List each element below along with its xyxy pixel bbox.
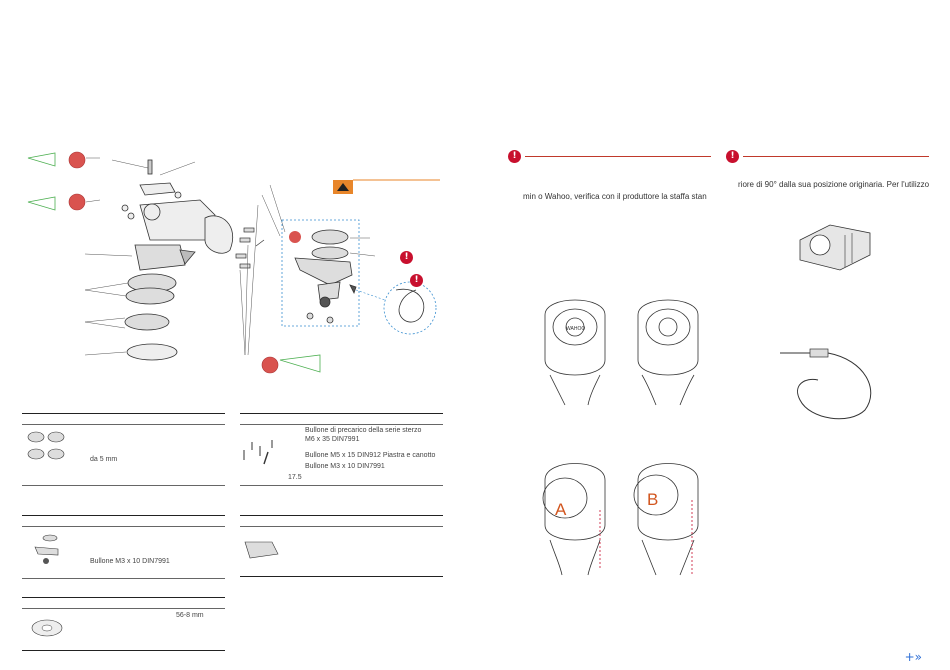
warning-rule xyxy=(525,156,711,157)
table2-bolt1-line1: Bullone di precarico della serie sterzo xyxy=(305,427,422,434)
table2-value: 17.5 xyxy=(288,474,302,481)
gopro-adapter-part xyxy=(790,215,890,275)
table-rule xyxy=(240,413,443,414)
mount-b xyxy=(634,464,698,576)
col1-body-text: min o Wahoo, verifica con il produttore la staffa stan xyxy=(523,192,707,201)
warning-icon: ! xyxy=(726,150,739,163)
table-rule xyxy=(240,526,443,527)
torque-callout-3 xyxy=(262,355,320,373)
bolt-set xyxy=(236,228,264,268)
label-a: A xyxy=(555,500,567,519)
table-rule xyxy=(22,413,225,414)
torque-callout-1 xyxy=(28,152,100,168)
warning-icon: ! xyxy=(410,274,423,287)
spacer-stack xyxy=(125,245,195,360)
table-rule xyxy=(22,578,225,579)
torque-callout-2 xyxy=(28,194,100,210)
table-rule xyxy=(22,650,225,651)
table-rule xyxy=(240,515,443,516)
warning-icon: ! xyxy=(508,150,521,163)
mount-thumbnail xyxy=(30,532,62,568)
table1-row-text: da 5 mm xyxy=(90,456,118,463)
stem-part xyxy=(112,160,233,253)
spacer-wedge-thumbnail xyxy=(242,536,282,562)
exploded-view-diagram xyxy=(0,0,475,400)
mount-a xyxy=(543,464,605,576)
table-rule xyxy=(240,485,443,486)
table-rule xyxy=(22,608,225,609)
mount-illustrations xyxy=(520,290,720,580)
table-rule xyxy=(22,515,225,516)
table-rule xyxy=(22,424,225,425)
lanyard-part xyxy=(770,335,890,425)
wahoo-mount-rotated xyxy=(638,300,698,405)
warning-rule xyxy=(743,156,929,157)
table-rule xyxy=(22,526,225,527)
torque-dot xyxy=(289,231,301,243)
table2-bolt1-line2: M6 x 35 DIN7991 xyxy=(305,436,360,443)
clamp-thumbnail xyxy=(26,428,70,464)
table2-bolt2: Bullone M5 x 15 DIN912 Piastra e canotto xyxy=(305,452,436,459)
table2-bolt3: Bullone M3 x 10 DIN7991 xyxy=(305,463,385,470)
warning-icon: ! xyxy=(400,251,413,264)
table-rule xyxy=(22,485,225,486)
bolts-thumbnail xyxy=(240,432,280,472)
computer-mount-part xyxy=(295,230,356,323)
lanyard-part xyxy=(396,289,424,322)
table3-row-text: Bullone M3 x 10 DIN7991 xyxy=(90,558,170,565)
spacer-thumbnail xyxy=(30,616,64,640)
wahoo-label: WAHOO xyxy=(566,326,586,332)
table-rule xyxy=(22,597,225,598)
next-page-button[interactable]: +» xyxy=(904,650,922,664)
wahoo-mount-front xyxy=(545,300,605,405)
table-rule xyxy=(240,424,443,425)
table4-row-text: 56-8 mm xyxy=(176,612,204,619)
table-rule xyxy=(240,576,443,577)
col2-body-text: riore di 90° dalla sua posizione originaria. Per l'utilizzo xyxy=(738,180,930,189)
label-b: B xyxy=(647,490,659,509)
